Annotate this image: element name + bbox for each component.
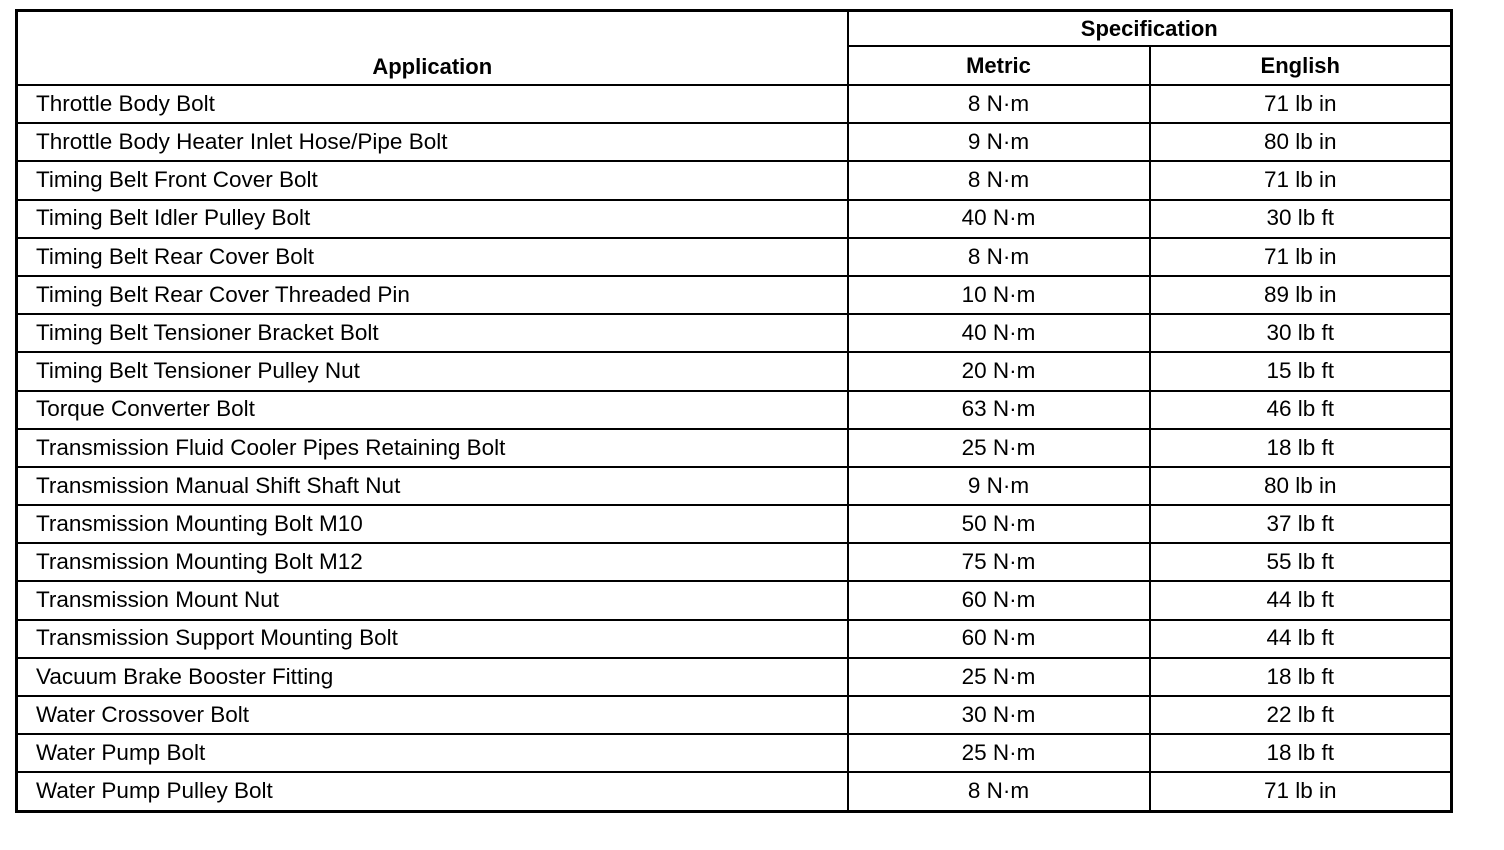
application-cell: Vacuum Brake Booster Fitting [17, 658, 848, 696]
application-cell: Timing Belt Front Cover Bolt [17, 161, 848, 199]
english-value-cell: 71 lb in [1150, 161, 1452, 199]
table-row [17, 620, 1452, 658]
metric-value-cell: 8 N·m [848, 772, 1150, 811]
table-row [17, 238, 1452, 276]
table-row [17, 505, 1452, 543]
application-cell: Transmission Mounting Bolt M12 [17, 543, 848, 581]
english-value-cell: 89 lb in [1150, 276, 1452, 314]
english-column-header: English [1150, 46, 1452, 85]
metric-value-cell: 25 N·m [848, 734, 1150, 772]
application-cell: Transmission Mount Nut [17, 581, 848, 619]
specification-column-header: Specification [848, 11, 1452, 47]
metric-value-cell: 8 N·m [848, 238, 1150, 276]
table-row [17, 467, 1452, 505]
header-row-top [17, 11, 1452, 47]
english-value-cell: 71 lb in [1150, 238, 1452, 276]
metric-value-cell: 9 N·m [848, 467, 1150, 505]
metric-value-cell: 30 N·m [848, 696, 1150, 734]
metric-value-cell: 40 N·m [848, 200, 1150, 238]
table-row [17, 734, 1452, 772]
english-value-cell: 71 lb in [1150, 85, 1452, 123]
application-cell: Timing Belt Rear Cover Bolt [17, 238, 848, 276]
metric-value-cell: 8 N·m [848, 85, 1150, 123]
metric-value-cell: 25 N·m [848, 429, 1150, 467]
table-row [17, 276, 1452, 314]
application-cell: Water Pump Pulley Bolt [17, 772, 848, 811]
table-row [17, 85, 1452, 123]
application-cell: Transmission Fluid Cooler Pipes Retaining Bolt [17, 429, 848, 467]
table-row [17, 123, 1452, 161]
english-value-cell: 44 lb ft [1150, 620, 1452, 658]
application-cell: Timing Belt Idler Pulley Bolt [17, 200, 848, 238]
english-value-cell: 30 lb ft [1150, 314, 1452, 352]
metric-value-cell: 75 N·m [848, 543, 1150, 581]
metric-column-header: Metric [848, 46, 1150, 85]
table-row [17, 314, 1452, 352]
application-cell: Water Pump Bolt [17, 734, 848, 772]
english-value-cell: 18 lb ft [1150, 429, 1452, 467]
english-value-cell: 46 lb ft [1150, 391, 1452, 429]
application-cell: Throttle Body Bolt [17, 85, 848, 123]
application-cell: Transmission Mounting Bolt M10 [17, 505, 848, 543]
fastener-torque-table [15, 9, 1453, 813]
english-value-cell: 30 lb ft [1150, 200, 1452, 238]
metric-value-cell: 25 N·m [848, 658, 1150, 696]
table-row [17, 581, 1452, 619]
application-cell: Water Crossover Bolt [17, 696, 848, 734]
metric-value-cell: 20 N·m [848, 352, 1150, 390]
table-row [17, 352, 1452, 390]
table-row [17, 658, 1452, 696]
table-row [17, 200, 1452, 238]
table-row [17, 429, 1452, 467]
english-value-cell: 18 lb ft [1150, 658, 1452, 696]
metric-value-cell: 50 N·m [848, 505, 1150, 543]
application-cell: Timing Belt Tensioner Pulley Nut [17, 352, 848, 390]
metric-value-cell: 40 N·m [848, 314, 1150, 352]
table-header [17, 11, 1452, 86]
english-value-cell: 18 lb ft [1150, 734, 1452, 772]
table-row [17, 772, 1452, 811]
application-cell: Timing Belt Tensioner Bracket Bolt [17, 314, 848, 352]
metric-value-cell: 9 N·m [848, 123, 1150, 161]
english-value-cell: 15 lb ft [1150, 352, 1452, 390]
application-column-header: Application [17, 11, 848, 86]
table-row [17, 696, 1452, 734]
metric-value-cell: 8 N·m [848, 161, 1150, 199]
table-row [17, 161, 1452, 199]
application-cell: Timing Belt Rear Cover Threaded Pin [17, 276, 848, 314]
english-value-cell: 71 lb in [1150, 772, 1452, 811]
application-cell: Transmission Support Mounting Bolt [17, 620, 848, 658]
english-value-cell: 37 lb ft [1150, 505, 1452, 543]
metric-value-cell: 63 N·m [848, 391, 1150, 429]
english-value-cell: 80 lb in [1150, 123, 1452, 161]
table-row [17, 391, 1452, 429]
english-value-cell: 22 lb ft [1150, 696, 1452, 734]
application-cell: Throttle Body Heater Inlet Hose/Pipe Bolt [17, 123, 848, 161]
english-value-cell: 80 lb in [1150, 467, 1452, 505]
english-value-cell: 44 lb ft [1150, 581, 1452, 619]
english-value-cell: 55 lb ft [1150, 543, 1452, 581]
table-body [17, 85, 1452, 811]
metric-value-cell: 60 N·m [848, 581, 1150, 619]
application-cell: Transmission Manual Shift Shaft Nut [17, 467, 848, 505]
application-cell: Torque Converter Bolt [17, 391, 848, 429]
metric-value-cell: 10 N·m [848, 276, 1150, 314]
table-row [17, 543, 1452, 581]
metric-value-cell: 60 N·m [848, 620, 1150, 658]
